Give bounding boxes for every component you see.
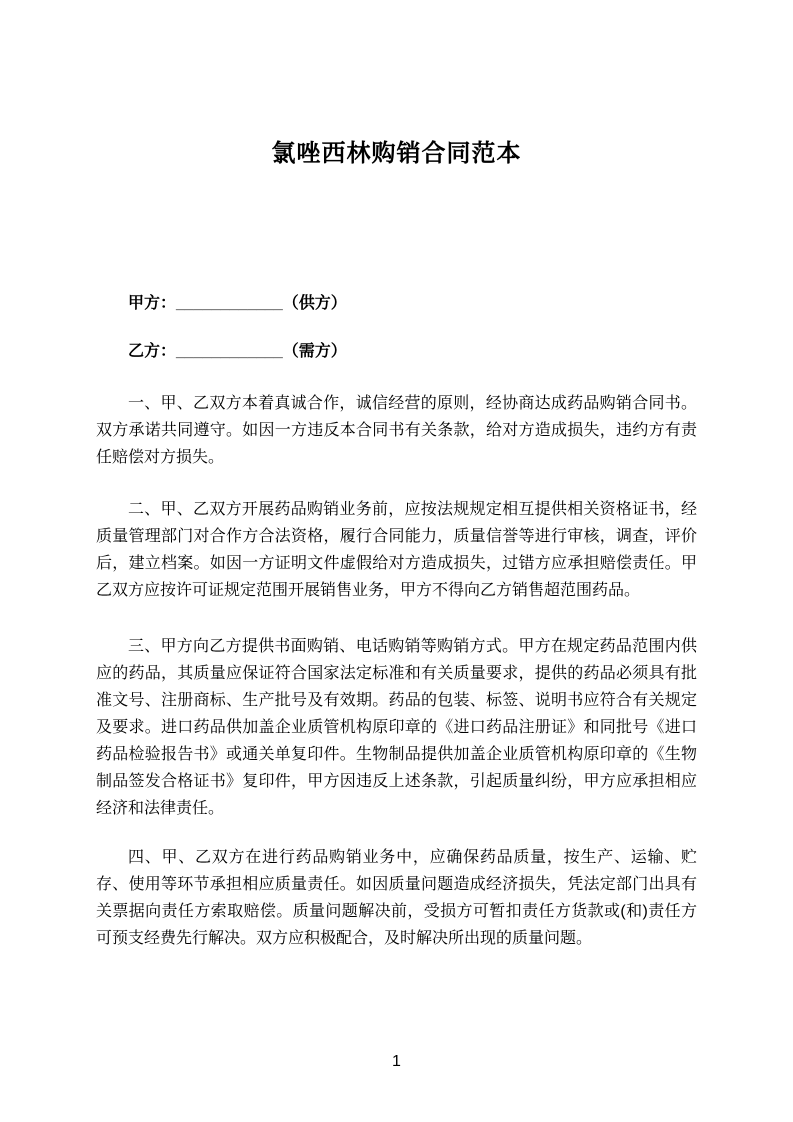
page-number: 1	[392, 1053, 401, 1070]
party-b-blank: ____________	[176, 343, 283, 360]
party-b-line	[96, 338, 697, 365]
party-a-label: 甲方：	[128, 295, 177, 312]
party-b-role: （需方）	[282, 343, 347, 360]
contract-paragraph-2: 二、甲、乙双方开展药品购销业务前，应按法规规定相互提供相关资格证书，经质量管理部门对合作方合法资格，履行合同能力，质量信誉等进行审核，调查，评价后，建立档案。如因一方证明文件虚假给对方造成损失，过错方应承担赔偿责任。甲乙双方应按许可证规定范围开展销售业务，甲方不得向乙方销售超范围药品。	[96, 501, 697, 599]
document-title: 氯唑西林购销合同范本	[271, 140, 522, 167]
party-a-blank: ____________	[176, 295, 283, 312]
contract-paragraph-4: 四、甲、乙双方在进行药品购销业务中，应确保药品质量，按生产、运输、贮存、使用等环节承担相应质量责任。如因质量问题造成经济损失，凭法定部门出具有关票据向责任方索取赔偿。质量问题解决前，受损方可暂扣责任方货款或(和)责任方可预支经费先行解决。双方应积极配合，及时解决所出现的质量问题。	[96, 849, 697, 947]
contract-paragraph-3: 三、甲方向乙方提供书面购销、电话购销等购销方式。甲方在规定药品范围内供应的药品，其质量应保证符合国家法定标准和有关质量要求，提供的药品必须具有批准文号、注册商标、生产批号及有效期。药品的包装、标签、说明书应符合有关规定及要求。进口药品供加盖企业质管机构原印章的《进口药品注册证》和同批号《进口药品检验报告书》或通关单复印件。生物制品提供加盖企业质管机构原印章的《生物制品签发合格证书》复印件，甲方因违反上述条款，引起质量纠纷，甲方应承担相应经济和法律责任。	[96, 638, 697, 817]
party-a-line	[96, 290, 697, 317]
party-b-label: 乙方：	[128, 343, 177, 360]
contract-paragraph-1: 一、甲、乙双方本着真诚合作，诚信经营的原则，经协商达成药品购销合同书。双方承诺共同遵守。如因一方违反本合同书有关条款，给对方造成损失，违约方有责任赔偿对方损失。	[96, 395, 697, 466]
party-a-role: （供方）	[282, 295, 347, 312]
